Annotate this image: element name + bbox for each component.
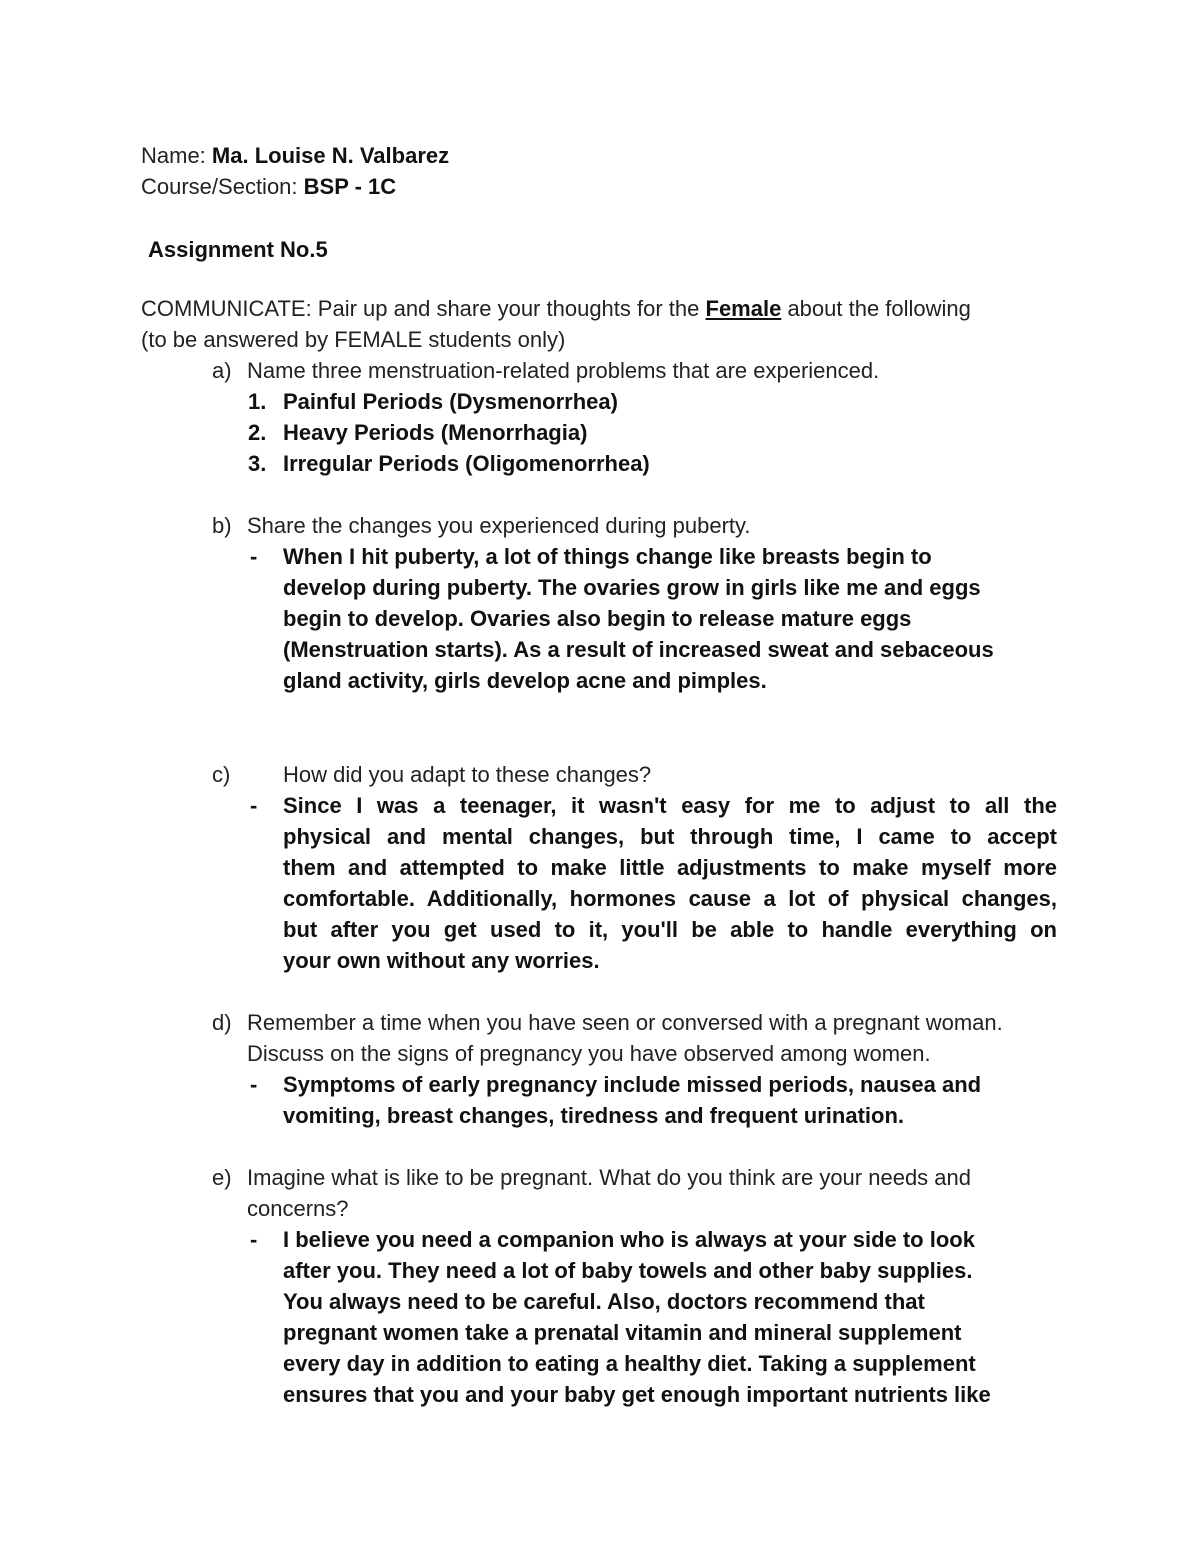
question-a-text: Name three menstruation-related problems that are experienced.: [247, 358, 880, 383]
intro-line-2: (to be answered by FEMALE students only): [141, 327, 566, 352]
list-item: Irregular Periods (Oligomenorrhea): [283, 451, 650, 476]
question-a-marker: a): [212, 358, 232, 383]
question-b-text: Share the changes you experienced during puberty.: [247, 513, 751, 538]
answer-line: pregnant women take a prenatal vitamin and mineral supplement: [283, 1320, 962, 1345]
answer-line: gland activity, girls develop acne and pimples.: [283, 668, 767, 693]
question-e-text-2: concerns?: [247, 1196, 349, 1221]
answer-line: them and attempted to make little adjustments to make myself more: [283, 855, 1057, 880]
intro-text-post: about the following: [781, 296, 971, 321]
course-label: Course/Section:: [141, 174, 304, 199]
question-c-text: How did you adapt to these changes?: [283, 762, 652, 787]
question-d-marker: d): [212, 1010, 232, 1035]
answer-line: begin to develop. Ovaries also begin to release mature eggs: [283, 606, 912, 631]
assignment-title: Assignment No.5: [148, 237, 328, 262]
answer-line: Symptoms of early pregnancy include missed periods, nausea and: [283, 1072, 982, 1097]
name-label: Name:: [141, 143, 212, 168]
name-line: [141, 140, 449, 171]
answer-line: ensures that you and your baby get enough important nutrients like: [283, 1382, 991, 1407]
answer-line: after you. They need a lot of baby towels and other baby supplies.: [283, 1258, 973, 1283]
answer-line: You always need to be careful. Also, doctors recommend that: [283, 1289, 925, 1314]
list-item: Heavy Periods (Menorrhagia): [283, 420, 588, 445]
question-b-marker: b): [212, 513, 232, 538]
answer-line: Since I was a teenager, it wasn't easy for me to adjust to all the: [283, 793, 1057, 818]
answer-dash: -: [250, 1072, 258, 1097]
question-e-marker: e): [212, 1165, 232, 1190]
answer-dash: -: [250, 1227, 258, 1252]
name-value: Ma. Louise N. Valbarez: [211, 143, 450, 168]
list-number: 3.: [248, 451, 267, 476]
answer-line: your own without any worries.: [283, 948, 600, 973]
answer-line: When I hit puberty, a lot of things change like breasts begin to: [283, 544, 932, 569]
question-c-marker: c): [212, 762, 231, 787]
answer-line: every day in addition to eating a healthy diet. Taking a supplement: [283, 1351, 976, 1376]
question-d-text-1: Remember a time when you have seen or conversed with a pregnant woman.: [247, 1010, 1003, 1035]
answer-line: but after you get used to it, you'll be able to handle everything on: [283, 917, 1057, 942]
list-number: 2.: [248, 420, 267, 445]
answer-line: comfortable. Additionally, hormones cause a lot of physical changes,: [283, 886, 1057, 911]
course-line: [141, 171, 396, 202]
answer-line: vomiting, breast changes, tiredness and frequent urination.: [283, 1103, 904, 1128]
answer-line: (Menstruation starts). As a result of increased sweat and sebaceous: [283, 637, 994, 662]
question-d-text-2: Discuss on the signs of pregnancy you have observed among women.: [247, 1041, 931, 1066]
question-e-text-1: Imagine what is like to be pregnant. What do you think are your needs and: [247, 1165, 971, 1190]
intro-text-pre: COMMUNICATE: Pair up and share your thoughts for the: [141, 296, 706, 321]
intro-line-1: [141, 293, 971, 324]
answer-line: develop during puberty. The ovaries grow in girls like me and eggs: [283, 575, 981, 600]
answer-line: I believe you need a companion who is always at your side to look: [283, 1227, 975, 1252]
answer-dash: -: [250, 544, 258, 569]
intro-emphasis: Female: [705, 296, 782, 321]
answer-dash: -: [250, 793, 258, 818]
list-number: 1.: [248, 389, 267, 414]
list-item: Painful Periods (Dysmenorrhea): [283, 389, 618, 414]
course-value: BSP - 1C: [303, 174, 397, 199]
answer-line: physical and mental changes, but through time, I came to accept: [283, 824, 1057, 849]
